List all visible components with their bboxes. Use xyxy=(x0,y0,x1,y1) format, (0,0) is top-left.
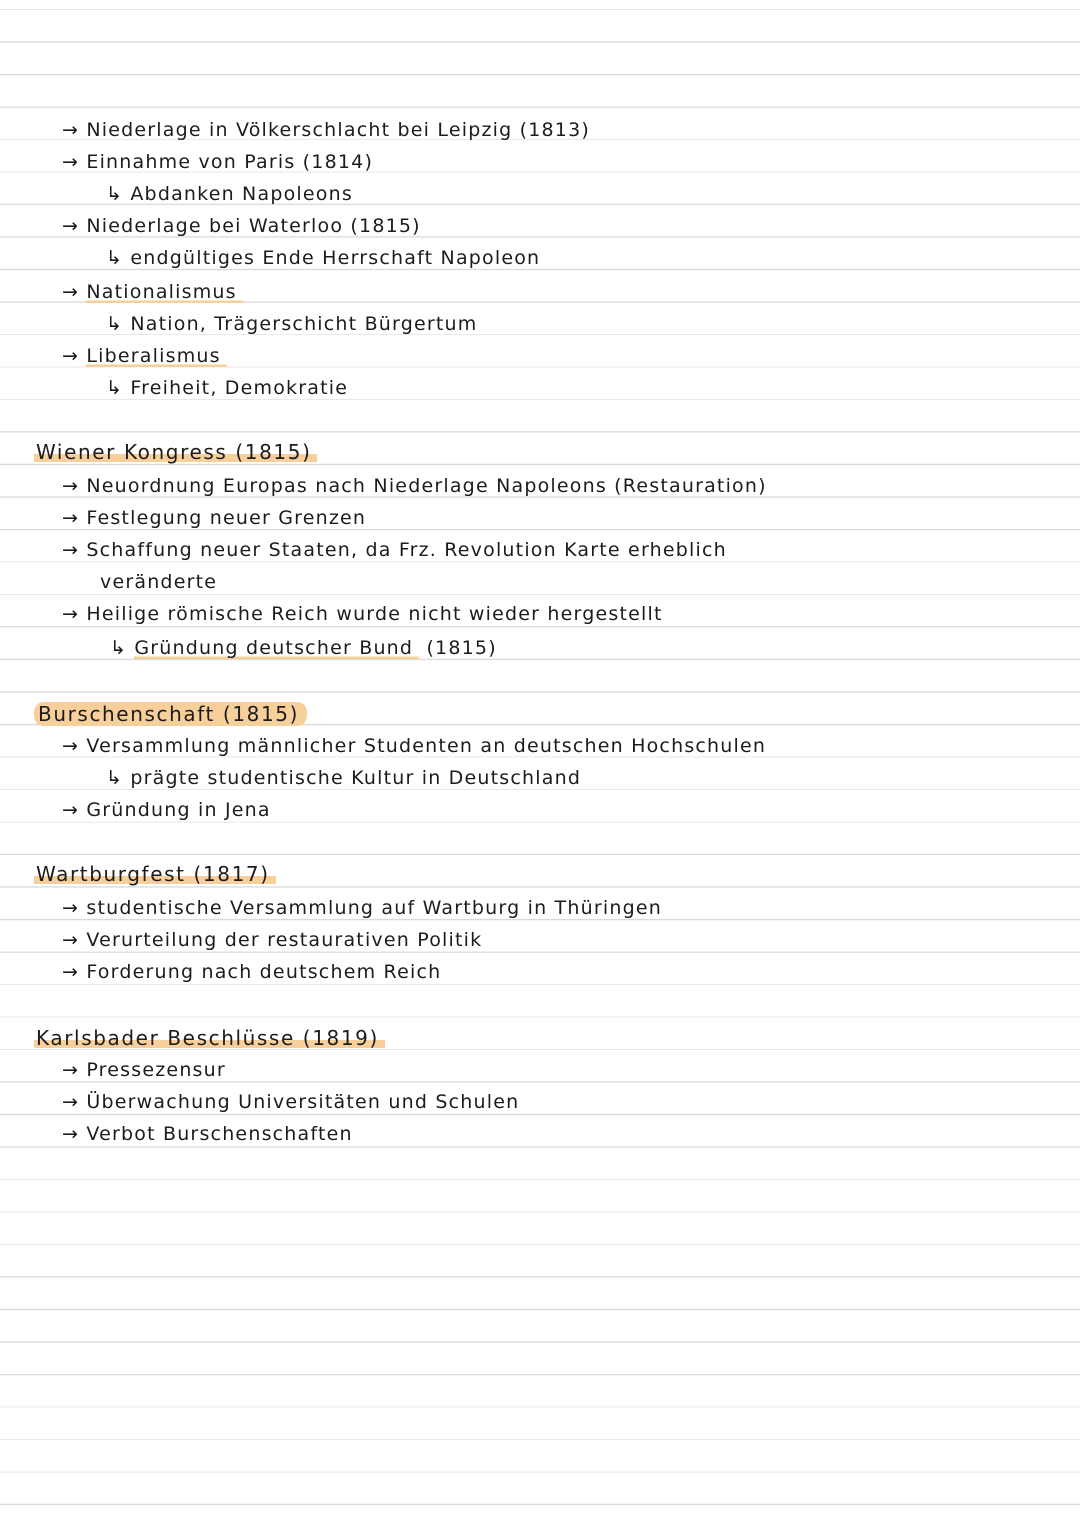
note-line: → Heilige römische Reich wurde nicht wieder hergestellt xyxy=(62,603,663,625)
note-subline: ↳ Abdanken Napoleons xyxy=(106,183,353,205)
deutscher-bund-term: Gründung deutscher Bund xyxy=(134,637,419,659)
note-line: → Einnahme von Paris (1814) xyxy=(62,151,374,173)
note-line: → Forderung nach deutschem Reich xyxy=(62,961,442,983)
note-line-nationalismus xyxy=(62,280,243,304)
note-subline: ↳ endgültiges Ende Herrschaft Napoleon xyxy=(106,247,541,269)
note-line-liberalismus xyxy=(62,344,227,368)
note-line: → Niederlage in Völkerschlacht bei Leipzig (1813) xyxy=(62,119,590,141)
sub-arrow-icon: ↳ xyxy=(110,637,128,659)
note-line: → Verbot Burschenschaften xyxy=(62,1123,353,1145)
note-line: → Versammlung männlicher Studenten an deutschen Hochschulen xyxy=(62,735,767,757)
note-line: → Festlegung neuer Grenzen xyxy=(62,507,367,529)
section-heading-wartburgfest: Wartburgfest (1817) xyxy=(34,862,276,886)
note-line: → Pressezensur xyxy=(62,1059,226,1081)
note-line: → Neuordnung Europas nach Niederlage Napoleons (Restauration) xyxy=(62,475,767,497)
note-line: → Verurteilung der restaurativen Politik xyxy=(62,929,483,951)
section-heading-wiener-kongress: Wiener Kongress (1815) xyxy=(34,440,317,464)
nationalismus-term: Nationalismus xyxy=(86,281,242,303)
section-heading-burschenschaft: Burschenschaft (1815) xyxy=(34,702,307,726)
note-line: → Überwachung Universitäten und Schulen xyxy=(62,1091,520,1113)
note-subline: ↳ prägte studentische Kultur in Deutschland xyxy=(106,767,582,789)
note-line: → studentische Versammlung auf Wartburg in Thüringen xyxy=(62,897,662,919)
note-line: → Schaffung neuer Staaten, da Frz. Revolution Karte erheblich xyxy=(62,539,727,561)
note-line-continuation: veränderte xyxy=(100,571,218,593)
liberalismus-term: Liberalismus xyxy=(86,345,226,367)
note-line: → Niederlage bei Waterloo (1815) xyxy=(62,215,421,237)
arrow-icon: → xyxy=(62,345,80,367)
arrow-icon: → xyxy=(62,281,80,303)
year-label: (1815) xyxy=(426,637,497,659)
note-line: → Gründung in Jena xyxy=(62,799,271,821)
section-heading-karlsbader-beschluesse: Karlsbader Beschlüsse (1819) xyxy=(34,1026,385,1050)
note-subline-deutscher-bund xyxy=(110,636,497,660)
note-subline: ↳ Nation, Trägerschicht Bürgertum xyxy=(106,313,478,335)
note-subline: ↳ Freiheit, Demokratie xyxy=(106,377,349,399)
